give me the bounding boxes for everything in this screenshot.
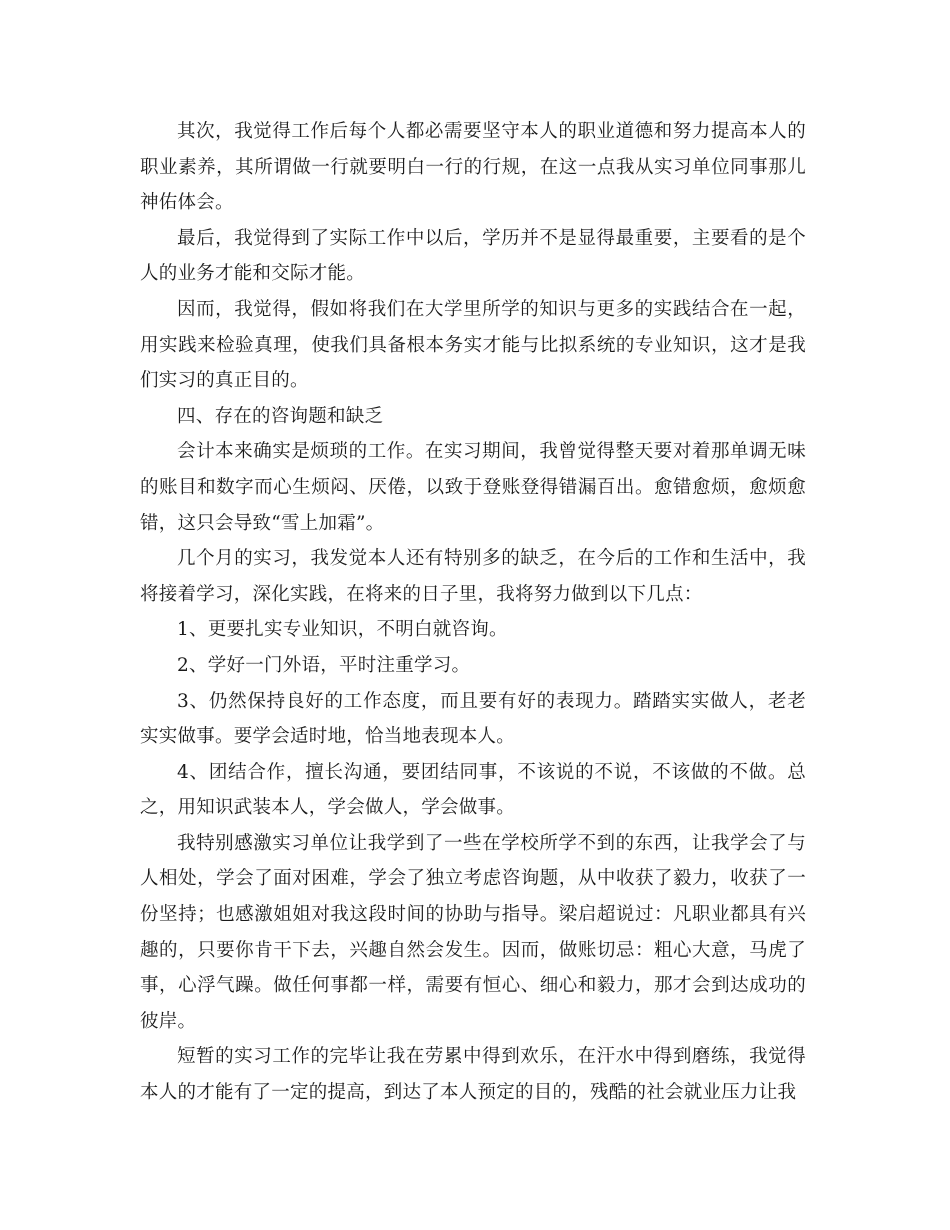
document-body [140, 114, 806, 1111]
paragraph-conclusion: 短暂的实习工作的完毕让我在劳累中得到欢乐，在汗水中得到磨练，我觉得本人的才能有了一定的提高，到达了本人预定的目的，残酷的社会就业压力让我 [140, 1046, 806, 1104]
section-heading-problems: 四、存在的咨询题和缺乏 [177, 405, 384, 427]
list-item-3: 3、仍然保持良好的工作态度，而且要有好的表现力。踏踏实实做人，老老实实做事。要学会适时地，恰当地表现本人。 [140, 690, 806, 748]
paragraph-gratitude: 我特别感激实习单位让我学到了一些在学校所学不到的东西，让我学会了与人相处，学会了面对困难，学会了独立考虑咨询题，从中收获了毅力，收获了一份坚持；也感激姐姐对我这段时间的协助与指导。梁启超说过：凡职业都具有兴趣的，只要你肯干下去，兴趣自然会发生。因而，做账切忌：粗心大意，马虎了事，心浮气躁。做任何事都一样，需要有恒心、细心和毅力，那才会到达成功的彼岸。 [140, 832, 806, 1032]
paragraph-shortcomings: 几个月的实习，我发觉本人还有特别多的缺乏，在今后的工作和生活中，我将接着学习，深化实践，在将来的日子里，我将努力做到以下几点： [140, 548, 806, 605]
list-item-2: 2、学好一门外语，平时注重学习。 [177, 654, 471, 676]
paragraph-accounting: 会计本来确实是烦琐的工作。在实习期间，我曾觉得整天要对着那单调无味的账目和数字而心生烦闷、厌倦，以致于登账登得错漏百出。愈错愈烦，愈烦愈错，这只会导致“雪上加霜”。 [140, 441, 806, 534]
paragraph-conduct: 其次，我觉得工作后每个人都必需要坚守本人的职业道德和努力提高本人的职业素养，其所谓做一行就要明白一行的行规，在这一点我从实习单位同事那儿神佑体会。 [140, 121, 806, 214]
paragraph-purpose: 因而，我觉得，假如将我们在大学里所学的知识与更多的实践结合在一起，用实践来检验真理，使我们具备根本务实才能与比拟系统的专业知识，这才是我们实习的真正目的。 [140, 298, 806, 392]
paragraph-skills: 最后，我觉得到了实际工作中以后，学历并不是显得最重要，主要看的是个人的业务才能和交际才能。 [140, 227, 806, 285]
list-item-4: 4、团结合作，擅长沟通，要团结同事，不该说的不说，不该做的不做。总之，用知识武装本人，学会做人，学会做事。 [140, 761, 806, 819]
list-item-1: 1、更要扎实专业知识，不明白就咨询。 [177, 619, 508, 641]
